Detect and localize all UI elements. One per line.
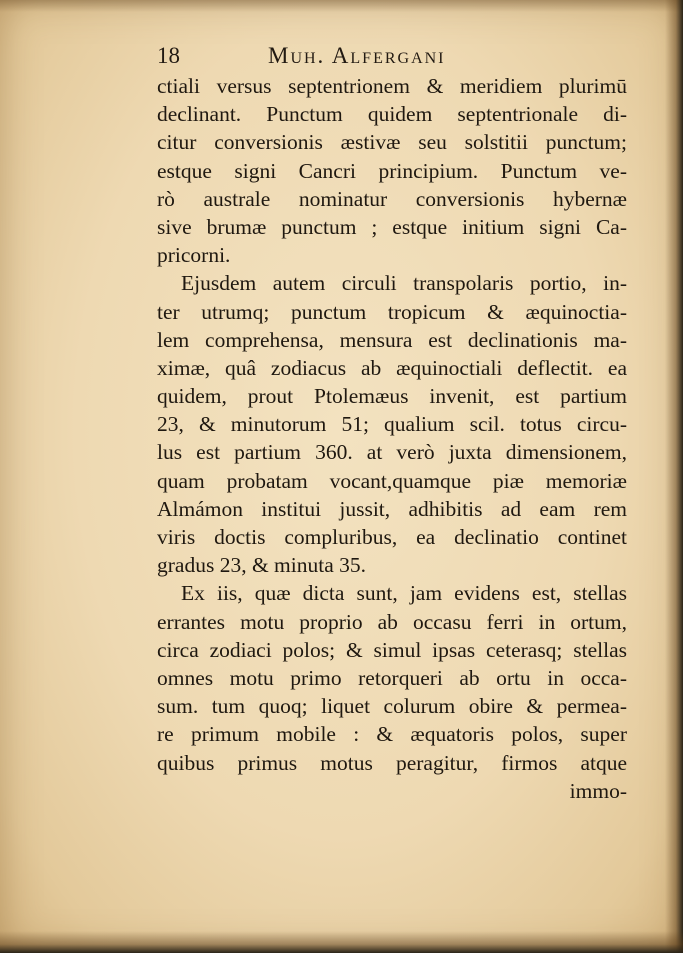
text-line: declinant. Punctum quidem septentrionale di- [157,102,627,127]
text-line: quam probatam vocant,quamque piæ memoriæ [157,468,627,493]
page-number: 18 [157,43,180,68]
text-line: ctiali versus septentrionem & meridiem plurimū [157,74,627,98]
text-line: ximæ, quâ zodiacus ab æquinoctiali deflectit. ea [157,355,627,380]
text-line: quibus primus motus peragitur, firmos atque [157,750,627,775]
text-line: quidem, prout Ptolemæus invenit, est partium [157,384,627,409]
text-line: re primum mobile : & æquatoris polos, super [157,722,627,747]
running-head: Muh. Alfergani [268,43,446,68]
text-line: pricorni. [157,243,231,268]
text-line: Ejusdem autem circuli transpolaris portio, in- [181,271,627,296]
text-line: ter utrumq; punctum tropicum & æquinoctia- [157,299,627,324]
page-header [157,43,627,73]
text-line: sive brumæ punctum ; estque initium signi Ca- [157,214,627,239]
catchword: immo- [569,778,627,803]
text-line: circa zodiaci polos; & simul ipsas ceterasq; stellas [157,637,627,662]
text-line: gradus 23, & minuta 35. [157,553,367,578]
text-line: Ex iis, quæ dicta sunt, jam evidens est, stellas [181,581,627,606]
text-line: errantes motu proprio ab occasu ferri in ortum, [157,609,627,634]
text-line: sum. tum quoq; liquet colurum obire & permea- [157,694,627,719]
text-line: lus est partium 360. at verò juxta dimensionem, [157,440,627,465]
text-line: viris doctis compluribus, ea declinatio continet [157,525,627,549]
page-bottom-shadow [0,931,683,953]
text-line: Almámon institui jussit, adhibitis ad eam rem [157,496,627,521]
body-text [157,72,627,805]
page-right-shadow [665,0,683,953]
text-line: omnes motu primo retorqueri ab ortu in occa- [157,665,627,690]
text-line: 23, & minutorum 51; qualium scil. totus circu- [157,412,627,437]
text-line: citur conversionis æstivæ seu solstitii punctum; [157,130,627,155]
text-line: lem comprehensa, mensura est declinationis ma- [157,327,627,352]
page-top-shadow [0,0,683,12]
text-line: rò australe nominatur conversionis hybernæ [157,186,627,211]
text-line: estque signi Cancri principium. Punctum ve- [157,158,627,183]
